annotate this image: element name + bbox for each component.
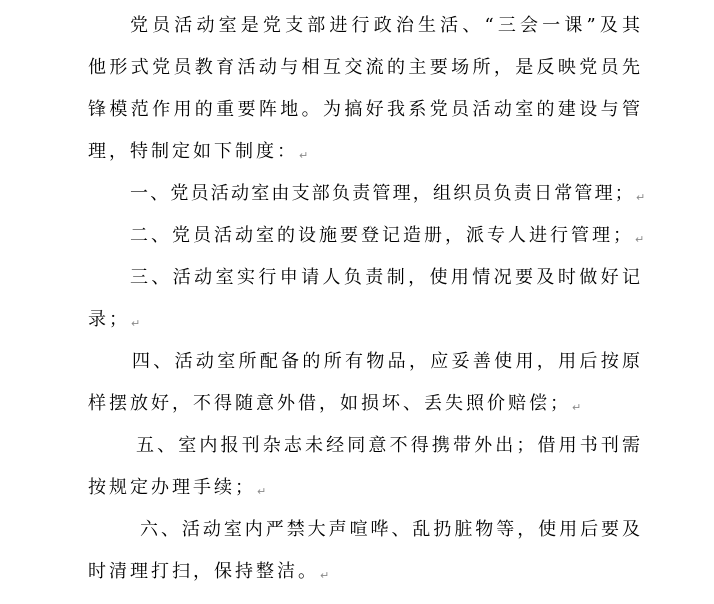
paragraph-mark-icon: ↵ <box>320 569 330 582</box>
text-line <box>88 5 640 47</box>
line-text: 二、党员活动室的设施要登记造册，派专人进行管理； <box>130 225 634 246</box>
rule-6-paragraph <box>88 509 640 593</box>
text-line <box>88 215 645 257</box>
text-line <box>88 299 640 341</box>
rule-1-paragraph <box>88 173 646 215</box>
rule-3-paragraph <box>88 257 640 341</box>
line-text: 理，特制定如下制度： <box>88 141 298 162</box>
line-text: 样摆放好，不得随意外借，如损坏、丢失照价赔偿； <box>88 393 571 414</box>
line-text: 录； <box>88 309 130 330</box>
paragraph-mark-icon: ↵ <box>131 317 141 330</box>
text-line <box>88 383 640 425</box>
text-line <box>88 425 640 467</box>
line-text: 一、党员活动室由支部负责管理，组织员负责日常管理； <box>130 183 635 204</box>
text-line <box>88 173 646 215</box>
paragraph-mark-icon: ↵ <box>299 149 309 162</box>
paragraph-mark-icon: ↵ <box>257 485 267 498</box>
text-line <box>88 131 640 173</box>
line-text: 按规定办理手续； <box>88 477 256 498</box>
rule-4-paragraph <box>88 341 640 425</box>
line-text: 四、活动室所配备的所有物品，应妥善使用，用后按原 <box>132 351 640 372</box>
line-text: 三、活动室实行申请人负责制，使用情况要及时做好记 <box>130 267 640 288</box>
rule-5-paragraph <box>88 425 640 509</box>
rule-2-paragraph <box>88 215 645 257</box>
paragraph-mark-icon: ↵ <box>635 233 645 246</box>
line-text: 党员活动室是党支部进行政治生活、“三会一课”及其 <box>130 15 640 36</box>
text-line <box>88 341 640 383</box>
paragraph-mark-icon: ↵ <box>636 191 646 204</box>
text-line <box>88 257 640 299</box>
document-body <box>88 5 646 593</box>
line-text: 锋模范作用的重要阵地。为搞好我系党员活动室的建设与管 <box>88 99 640 120</box>
line-text: 五、室内报刊杂志未经同意不得携带外出；借用书刊需 <box>136 435 640 456</box>
text-line <box>88 467 640 509</box>
intro-paragraph <box>88 5 640 173</box>
text-line <box>88 551 640 593</box>
line-text: 六、活动室内严禁大声喧哗、乱扔脏物等，使用后要及 <box>140 519 640 540</box>
text-line <box>88 89 640 131</box>
line-text: 时清理打扫，保持整洁。 <box>88 561 319 582</box>
text-line <box>88 509 640 551</box>
text-line <box>88 47 640 89</box>
line-text: 他形式党员教育活动与相互交流的主要场所，是反映党员先 <box>88 57 640 78</box>
paragraph-mark-icon: ↵ <box>572 401 582 414</box>
